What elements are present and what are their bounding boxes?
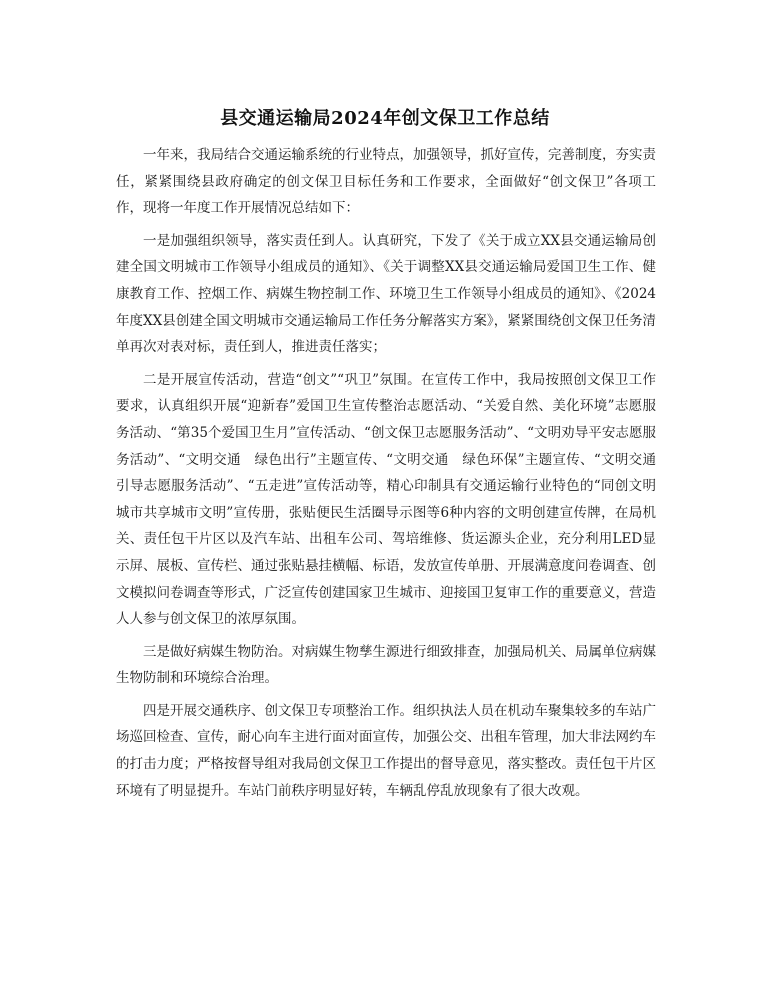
document-title: 县交通运输局2024年创文保卫工作总结	[220, 108, 550, 129]
paragraph-organization: 一是加强组织领导，落实责任到人。认真研究，下发了《关于成立XX县交通运输局创建全国文明城市工作领导小组成员的通知》、《关于调整XX县交通运输局爱国卫生工作、健康教育工作、控烟工作、病媒生物控制工作、环境卫生工作领导小组成员的通知》、《2024年度XX县创建全国文明城市交通运输局工作任务分解落实方案》，紧紧围绕创文保卫任务清单再次对表对标，责任到人，推进责任落实；	[116, 232, 656, 356]
paragraph-traffic-order: 四是开展交通秩序、创文保卫专项整治工作。组织执法人员在机动车聚集较多的车站广场巡回检查、宣传，耐心向车主进行面对面宣传，加强公交、出租车管理，加大非法网约车的打击力度；严格按督导组对我局创文保卫工作提出的督导意见，落实整改。责任包干片区环境有了明显提升。车站门前秩序明显好转，车辆乱停乱放现象有了很大改观。	[116, 702, 656, 799]
paragraph-intro: 一年来，我局结合交通运输系统的行业特点，加强领导，抓好宣传，完善制度，夯实责任，紧紧围绕县政府确定的创文保卫目标任务和工作要求，全面做好“创文保卫”各项工作，现将一年度工作开展情况总结如下：	[116, 147, 656, 217]
document-body	[116, 142, 656, 810]
paragraph-vector-control: 三是做好病媒生物防治。对病媒生物孳生源进行细致排查，加强局机关、局属单位病媒生物防制和环境综合治理。	[116, 643, 656, 687]
paragraph-publicity: 二是开展宣传活动，营造“创文”“巩卫”氛围。在宣传工作中，我局按照创文保卫工作要求，认真组织开展“迎新春”爱国卫生宣传整治志愿活动、“关爱自然、美化环境”志愿服务活动、“第35个爱国卫生月”宣传活动、“创文保卫志愿服务活动”、“文明劝导平安志愿服务活动”、“文明交通 绿色出行”主题宣传、“文明交通 绿色环保”主题宣传、“文明交通引导志愿服务活动”、“五走进”宣传活动等，精心印制具有交通运输行业特色的“同创文明城市共享城市文明”宣传册，张贴便民生活圈导示图等6种内容的文明创建宣传牌，在局机关、责任包干片区以及汽车站、出租车公司、驾培维修、货运源头企业，充分利用LED显示屏、展板、宣传栏、通过张贴悬挂横幅、标语，发放宣传单册、开展满意度问卷调查、创文模拟问卷调查等形式，广泛宣传创建国家卫生城市、迎接国卫复审工作的重要意义，营造人人参与创文保卫的浓厚氛围。	[116, 371, 656, 628]
